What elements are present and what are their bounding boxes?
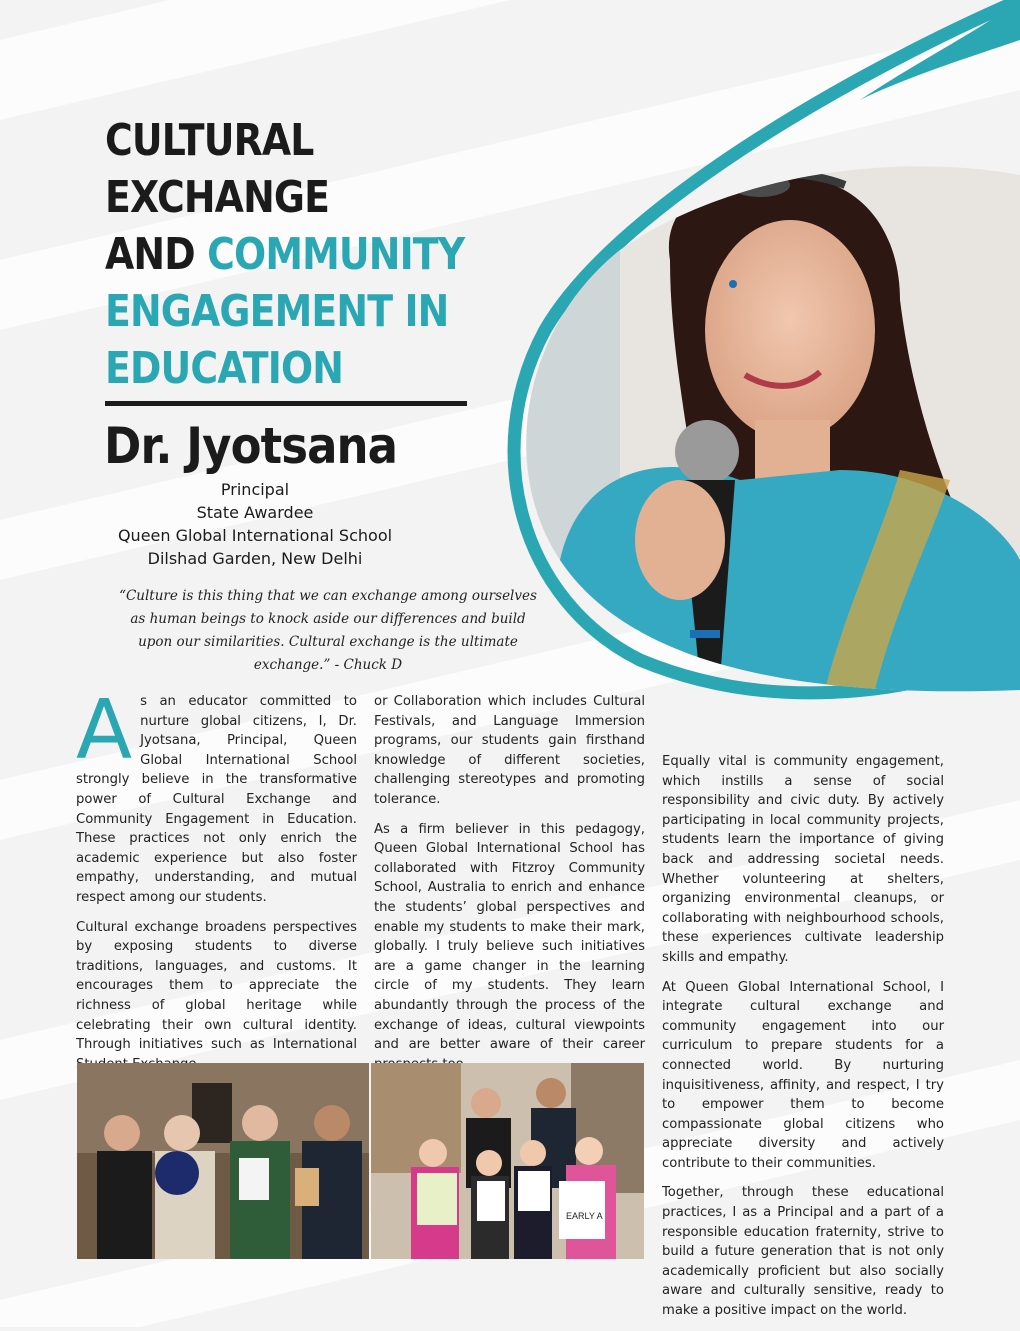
classroom-photo [371, 1063, 644, 1259]
title-line-3-dark: AND [105, 229, 208, 280]
photo-strip [77, 1063, 644, 1259]
paragraph: As a firm believer in this pedagogy, Queen Global International School has collaborated with Fitzroy Community School, Australia to enrich and enhance the students’ global perspectives and enable my students to make their mark, globally. I truly believe such initiatives are a game changer in the learning circle of my students. They learn abundantly through the process of the exchange of ideas, cultural viewpoints and are better aware of their career [374, 821, 645, 1053]
paragraph: Equally vital is community engagement, which instills a sense of social responsibility and civic duty. By actively participating in local community projects, students learn the importance of giving back and addressing societal needs. Whether volunteering at shelters, organizing environmental cleanups, or collaborating with neighbourhood schools, these experiences cultivate leadership skills and empathy. [662, 754, 944, 965]
author-location: Dilshad Garden, New Delhi [147, 549, 363, 568]
paragraph [76, 683, 357, 908]
column-2 [374, 692, 645, 1084]
title-line-3-teal: COMMUNITY [207, 229, 465, 280]
column-1 [76, 683, 357, 1084]
author-award: State Awardee [196, 503, 314, 522]
title-line-2: EXCHANGE [105, 172, 330, 223]
column-3 [662, 752, 944, 1331]
drop-cap: A [76, 683, 133, 778]
title-line-4: ENGAGEMENT IN [105, 286, 449, 337]
paragraph: or Collaboration which includes Cultural Festivals, and Language Immersion programs, our students gain firsthand knowledge of different societies, challenging stereotypes and promoting tolerance. [374, 694, 645, 807]
title-line-1: CULTURAL [105, 115, 314, 166]
author-school: Queen Global International School [117, 526, 393, 545]
title-line-5: EDUCATION [105, 343, 344, 394]
group-photo-award [77, 1063, 369, 1259]
paragraph-text: s an educator committed to nurture global citizens, I, Dr. Jyotsana, Principal, Queen Global International School strongly believe in the transformative power of Cultural Exchange and Community Engagement in Education. These practices not only enrich the academic experience but also foster empathy, understanding, and mutual respect among our students. [76, 694, 357, 905]
author-role: Principal [220, 480, 290, 499]
paragraph: Cultural exchange broadens perspectives by exposing students to diverse traditions, languages, and customs. It encourages them to appreciate the richness of global heritage while celebrating their own cultural identity. Through initiatives such as International [76, 919, 357, 1053]
paragraph: At Queen Global International School, I integrate cultural exchange and community engagement into our curriculum to prepare students for a connected world. By nurturing inquisitiveness, affinity, and respect, I try to empower them to become compassionate global citizens who appreciate diversity and actively contribute to their communities. [662, 979, 944, 1171]
pull-quote: “Culture is this thing that we can exchange among ourselves as human beings to knock aside our differences and build upon our similarities. Cultural exchange is the ultimate exchange.” - Chuck D [119, 588, 537, 673]
paragraph: Together, through these educational practices, I as a Principal and a part of a responsible education fraternity, strive to build a future generation that is not only academically proficient but also socially aware and culturally sensitive, ready to make a positive impact on the world. [662, 1185, 944, 1319]
card-label-early-a: EARLY A [566, 1211, 603, 1221]
author-name: Dr. Jyotsana [104, 417, 398, 475]
